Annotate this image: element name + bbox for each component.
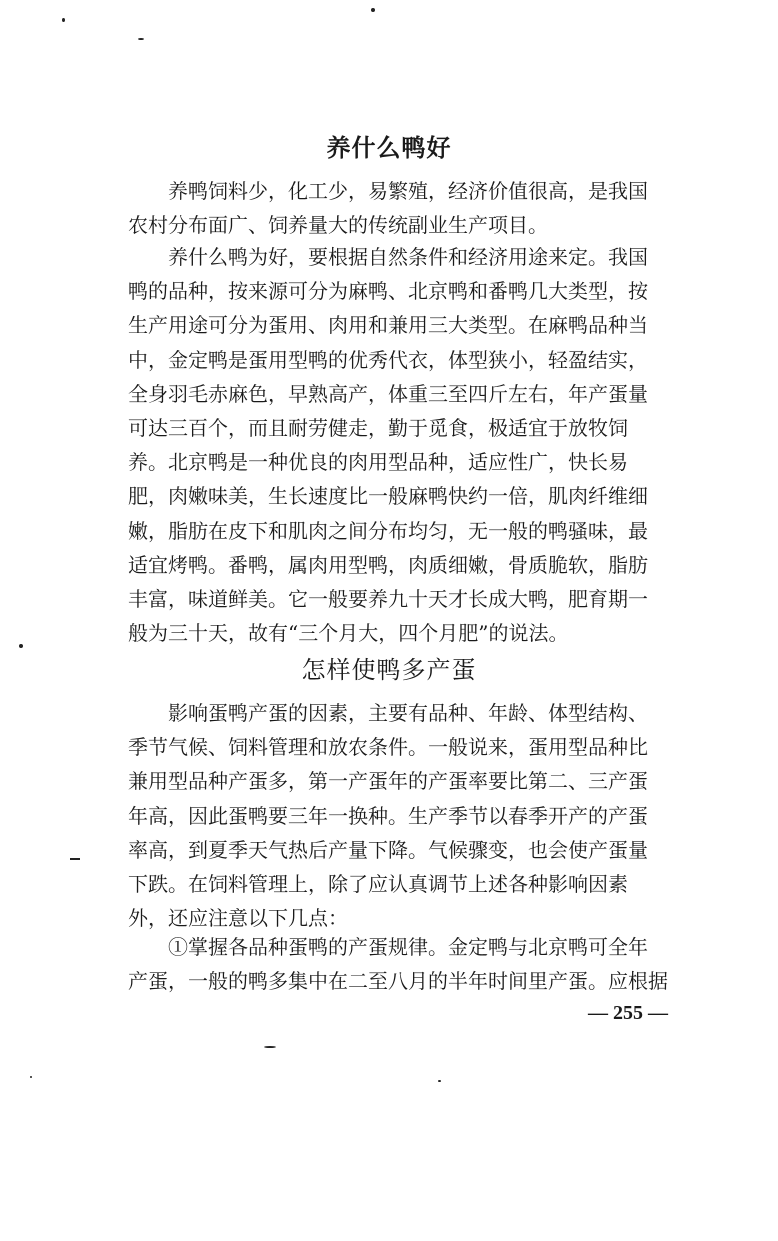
text-line: 兼用型品种产蛋多，第一产蛋年的产蛋率要比第二、三产蛋 xyxy=(128,769,648,794)
text-line: 可达三百个，而且耐劳健走，勤于觅食，极适宜于放牧饲 xyxy=(128,415,628,440)
section-title-raising-ducks: 养什么鸭好 xyxy=(326,133,452,162)
text-line: 全身羽毛赤麻色，早熟高产，体重三至四斤左右，年产蛋量 xyxy=(128,381,648,406)
scan-speck xyxy=(30,1076,32,1078)
scan-speck xyxy=(138,38,144,40)
scan-speck xyxy=(62,18,65,22)
text-line: 丰富，味道鲜美。它一般要养九十天才长成大鸭，肥育期一 xyxy=(128,586,648,611)
scan-speck xyxy=(371,8,375,12)
scan-speck xyxy=(19,644,23,648)
scan-speck xyxy=(264,1046,276,1048)
paragraph-point-one xyxy=(128,930,698,998)
text-line: 养鸭饲料少，化工少，易繁殖，经济价值很高，是我国 xyxy=(128,179,648,203)
text-line: 鸭的品种，按来源可分为麻鸭、北京鸭和番鸭几大类型，按 xyxy=(128,279,648,304)
text-line: 农村分布面广、饲养量大的传统副业生产项目。 xyxy=(128,213,548,238)
text-line: 适宜烤鸭。番鸭，属肉用型鸭，肉质细嫩，骨质脆软，脂肪 xyxy=(128,552,648,577)
page-number: — 255 — xyxy=(588,1002,668,1024)
scan-speck xyxy=(438,1080,441,1082)
text-line: ①掌握各品种蛋鸭的产蛋规律。金定鸭与北京鸭可全年 xyxy=(128,935,648,959)
paragraph-egg-factors xyxy=(128,696,698,935)
text-line: 年高，因此蛋鸭要三年一换种。生产季节以春季开产的产蛋 xyxy=(128,803,648,828)
paragraph-breeds xyxy=(128,240,698,650)
text-line: 般为三十天，故有“三个月大，四个月肥”的说法。 xyxy=(128,621,569,646)
text-line: 外，还应注意以下几点： xyxy=(128,906,348,931)
paragraph-intro xyxy=(128,174,698,242)
text-line: 养什么鸭为好，要根据自然条件和经济用途来定。我国 xyxy=(128,245,648,269)
text-line: 肥，肉嫩味美，生长速度比一般麻鸭快约一倍，肌肉纤维细 xyxy=(128,484,648,509)
text-line: 下跌。在饲料管理上，除了应认真调节上述各种影响因素 xyxy=(128,871,628,896)
text-line: 中，金定鸭是蛋用型鸭的优秀代衣，体型狭小，轻盈结实， xyxy=(128,347,648,372)
text-line: 季节气候、饲料管理和放农条件。一般说来，蛋用型品种比 xyxy=(128,735,648,760)
text-line: 嫩，脂肪在皮下和肌肉之间分布均匀，无一般的鸭骚味，最 xyxy=(128,518,648,543)
scan-speck xyxy=(70,858,80,860)
text-line: 养。北京鸭是一种优良的肉用型品种，适应性广，快长易 xyxy=(128,450,628,475)
section-title-egg-production: 怎样使鸭多产蛋 xyxy=(301,656,477,684)
text-line: 产蛋，一般的鸭多集中在二至八月的半年时间里产蛋。应根据 xyxy=(128,969,668,994)
text-line: 影响蛋鸭产蛋的因素，主要有品种、年龄、体型结构、 xyxy=(128,701,648,725)
text-line: 生产用途可分为蛋用、肉用和兼用三大类型。在麻鸭品种当 xyxy=(128,313,648,338)
text-line: 率高，到夏季天气热后产量下降。气候骤变，也会使产蛋量 xyxy=(128,837,648,862)
